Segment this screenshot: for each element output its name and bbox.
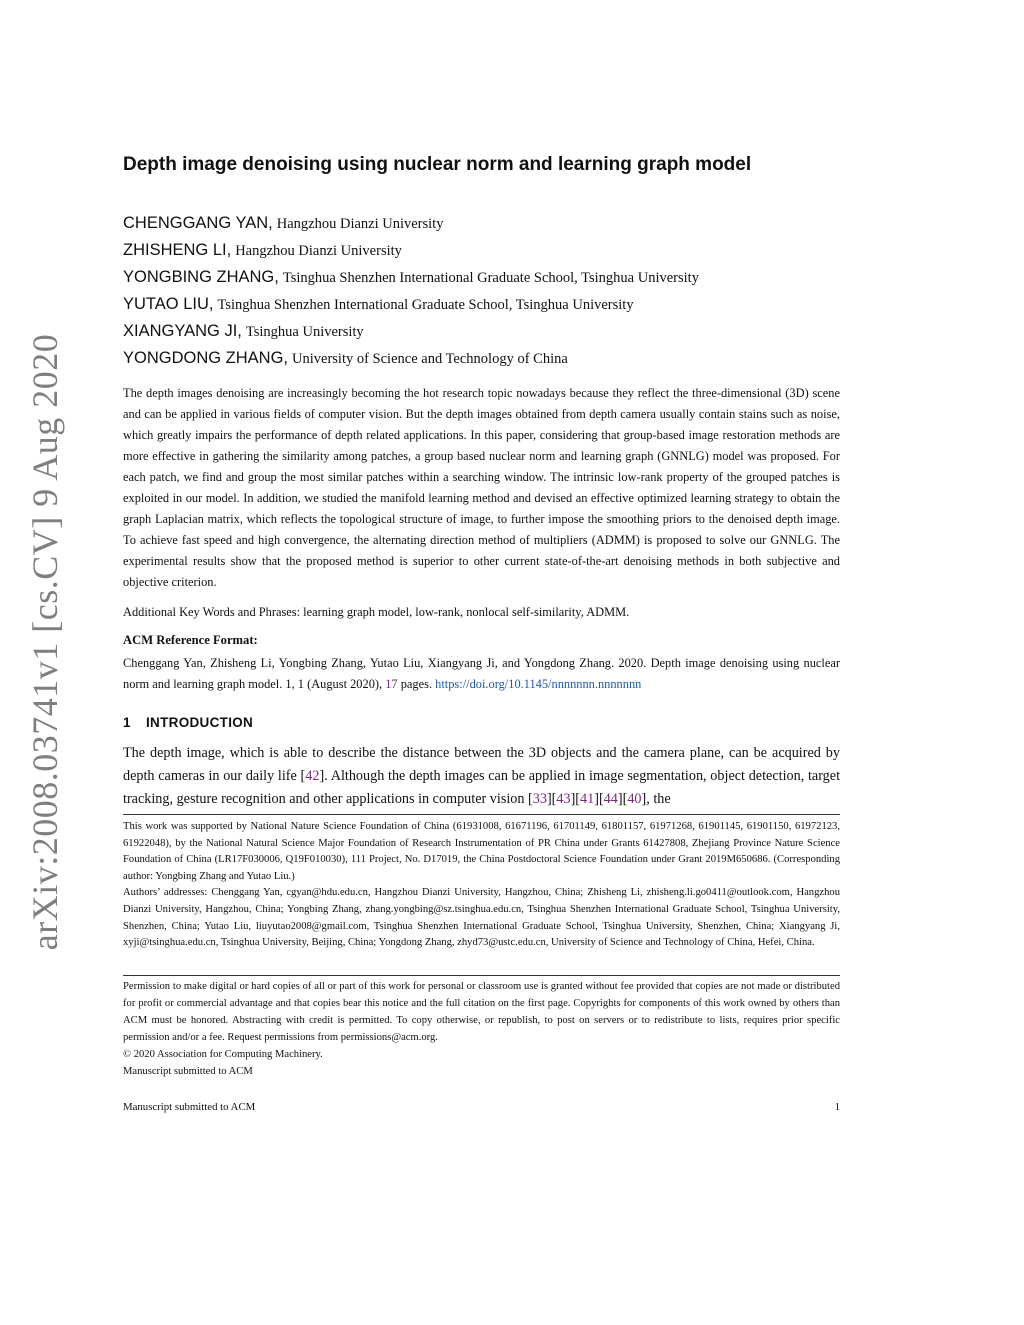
acm-reference [123, 653, 840, 695]
intro-paragraph [123, 742, 840, 811]
section-number: 1 [123, 715, 131, 730]
funding-footnote: This work was supported by National Nature Science Foundation of China (61931008, 61671196, 61701149, 61801157, 61971268, 61901145, 61901150, 61972123, 61922048), by the National Natural Science Major Foundation of Research Instrumentation of PR China under Grants 61427808, Zhejiang Province Nature Science Foundation of China (LR17F030006, Q19F010030), 111 Project, No. D17019, the China Postdoctoral Science Foundation under Grant 2019M650686. (Corresponding author: Yongbing Zhang and Yutao Liu.) [123, 821, 840, 882]
author-entry [123, 318, 840, 345]
footnote-divider [123, 814, 840, 815]
citation-link[interactable]: 42 [305, 768, 320, 784]
citation-link[interactable]: 33 [532, 791, 547, 807]
author-name: YUTAO LIU, [123, 295, 214, 313]
author-name: ZHISHENG LI, [123, 241, 232, 259]
author-list [123, 210, 840, 372]
manuscript-note: Manuscript submitted to ACM [123, 1066, 253, 1077]
author-affiliation: Hangzhou Dianzi University [235, 243, 402, 259]
author-affiliation: Hangzhou Dianzi University [276, 216, 444, 232]
author-entry [123, 237, 840, 264]
author-name: XIANGYANG JI, [123, 322, 242, 340]
footer-manuscript: Manuscript submitted to ACM [123, 1101, 256, 1113]
author-affiliation: University of Science and Technology of China [292, 351, 568, 367]
intro-text: ]. Although the depth images can be applied in image segmentation, object detection, target tracking, gesture recognition and other applications in computer vision [ [123, 768, 841, 807]
section-heading [123, 715, 253, 730]
author-affiliation: Tsinghua Shenzhen International Graduate School, Tsinghua University [217, 297, 634, 313]
page-count-link[interactable]: 17 [385, 677, 398, 691]
abstract: The depth images denoising are increasingly becoming the hot research topic nowadays because they reflect the three-dimensional (3D) scene and can be applied in various fields of computer vision. But the depth images obtained from depth camera usually contain stains such as noise, which greatly impairs the performance of depth related applications. In this paper, considering that group-based image restoration methods are more effective in gathering the similarity among patches, a group based nuclear norm and learning graph (GNNLG) model was proposed. For each patch, we find and group the most similar patches within a searching window. The intrinsic low-rank property of the grouped patches is exploited in our model. In addition, we studied the manifold learning method and devised an effective optimized learning strategy to obtain the graph Laplacian matrix, which reflects the topological structure of image, to further impose the smoothing priors to the denoised depth image. To achieve fast speed and high convergence, the alternating direction method of multipliers (ADMM) is proposed to solve our GNNLG. The experimental results show that the proposed method is superior to other current state-of-the-art denoising methods in both subjective and objective criterion. [123, 386, 840, 589]
citation-link[interactable]: 44 [603, 791, 618, 807]
author-affiliation: Tsinghua Shenzhen International Graduate School, Tsinghua University [282, 270, 699, 286]
intro-text: The depth image, which is able to describe the distance between the 3D objects and the camera plane, can be acquired by depth cameras in our daily life [ [123, 745, 840, 784]
citation-separator: ][ [594, 791, 604, 807]
author-entry [123, 210, 840, 237]
permission-block [123, 978, 840, 1080]
permission-notice: Permission to make digital or hard copies of all or part of this work for personal or classroom use is granted without fee provided that copies are not made or distributed for profit or commercial advantage and that copies bear this notice and the full citation on the first page. Copyrights for components of this work owned by others than ACM must be honored. Abstracting with credit is permitted. To copy otherwise, or republish, to post on servers or to redistribute to lists, requires prior specific permission and/or a fee. Request permissions from permissions@acm.org. [123, 981, 840, 1043]
author-name: YONGDONG ZHANG, [123, 349, 289, 367]
pages-word: pages. [400, 677, 433, 691]
citation-separator: ][ [617, 791, 628, 807]
author-entry [123, 264, 840, 291]
copyright-line: © 2020 Association for Computing Machinery. [123, 1049, 323, 1060]
author-affiliation: Tsinghua University [245, 324, 364, 340]
author-addresses: Authors’ addresses: Chenggang Yan, cgyan@hdu.edu.cn, Hangzhou Dianzi University, Hangzhou, China; Zhisheng Li, zhisheng.li.go0411@outlook.com, Hangzhou Dianzi University, Hangzhou, China; Yongbing Zhang, zhang.yongbing@sz.tsinghua.edu.cn, Tsinghua Shenzhen International Graduate School, Tsinghua University, Shenzhen, China; Yutao Liu, liuyutao2008@gmail.com, Tsinghua Shenzhen International Graduate School, Tsinghua University, Shenzhen, China; Xiangyang Ji, xyji@tsinghua.edu.cn, Tsinghua University, Beijing, China; Yongdong Zhang, zhyd73@ustc.edu.cn, University of Science and Technology of China, Hefei, China. [123, 887, 840, 949]
paper-title: Depth image denoising using nuclear norm and learning graph model [123, 154, 752, 175]
author-entry [123, 345, 840, 372]
citation-link[interactable]: 43 [556, 791, 571, 807]
section-title: INTRODUCTION [146, 715, 254, 730]
citation-link[interactable]: 40 [627, 791, 642, 807]
footnote-block [123, 819, 840, 952]
citation-separator: ][ [546, 791, 557, 807]
citation-separator: ][ [570, 791, 581, 807]
permission-divider [123, 975, 840, 976]
keywords: Additional Key Words and Phrases: learning graph model, low-rank, nonlocal self-similarity, ADMM. [123, 605, 630, 619]
acm-reference-text: Chenggang Yan, Zhisheng Li, Yongbing Zhang, Yutao Liu, Xiangyang Ji, and Yongdong Zhang. 2020. Depth image denoising using nuclear norm and learning graph model. 1, 1 (August 2020), [123, 656, 840, 691]
page-number: 1 [834, 1101, 840, 1113]
intro-text: ], the [641, 791, 671, 807]
doi-link[interactable]: https://doi.org/10.1145/nnnnnnn.nnnnnnn [435, 677, 642, 691]
author-name: CHENGGANG YAN, [123, 214, 273, 232]
acm-reference-heading: ACM Reference Format: [123, 633, 258, 647]
author-name: YONGBING ZHANG, [123, 268, 279, 286]
citation-link[interactable]: 41 [580, 791, 595, 807]
arxiv-stamp: arXiv:2008.03741v1 [cs.CV] 9 Aug 2020 [25, 333, 65, 951]
author-entry [123, 291, 840, 318]
